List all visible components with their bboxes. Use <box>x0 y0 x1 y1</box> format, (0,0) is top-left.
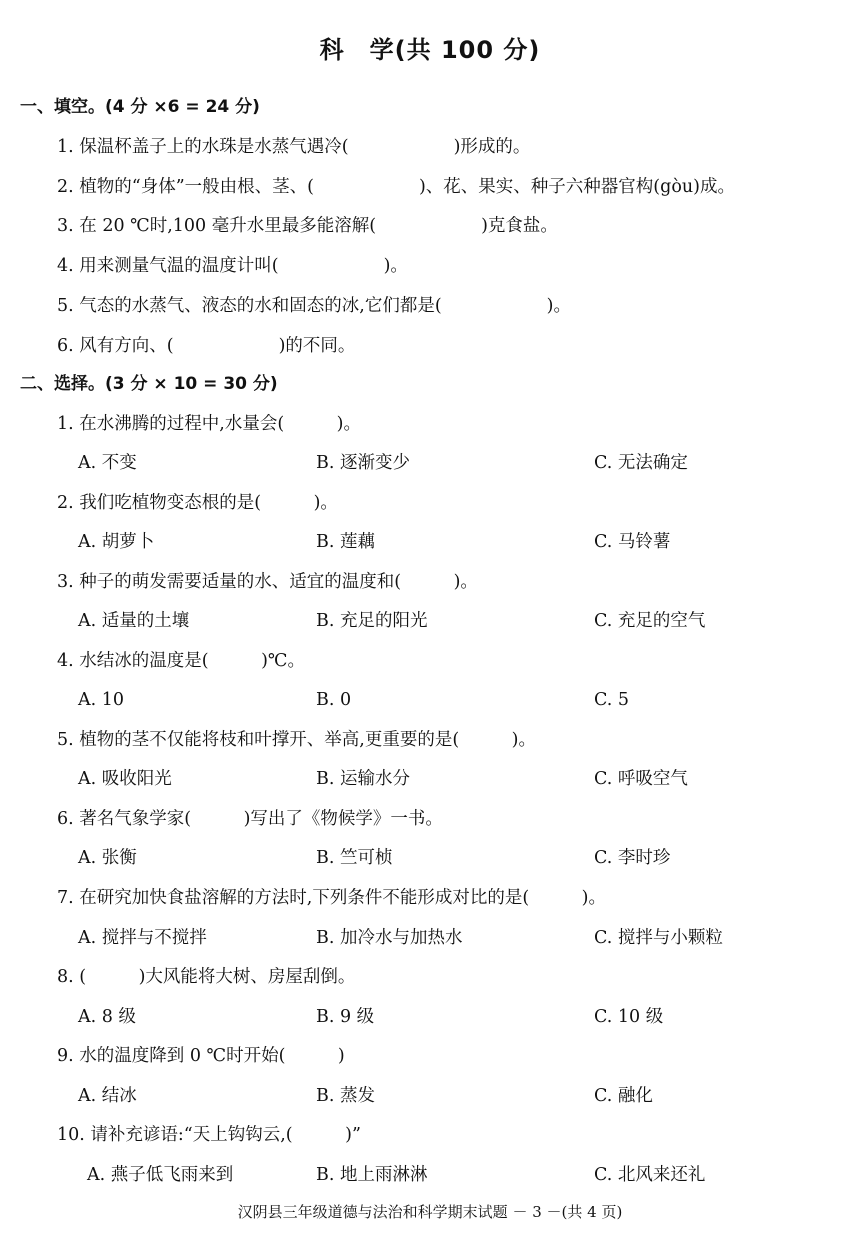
choice-2-option-c: C. 马铃薯 <box>594 532 671 552</box>
choice-question-7: 7. 在研究加快食盐溶解的方法时,下列条件不能形成对比的是( )。 <box>57 888 606 908</box>
choice-9-option-a: A. 结冰 <box>78 1086 137 1106</box>
choice-7-option-b: B. 加冷水与加热水 <box>316 928 463 948</box>
section-heading-multiple-choice: 二、选择。(3 分 × 10 = 30 分) <box>20 374 278 394</box>
choice-10-option-a: A. 燕子低飞雨来到 <box>87 1165 234 1185</box>
page-title: 科 学(共 100 分) <box>319 36 541 64</box>
choice-question-1: 1. 在水沸腾的过程中,水量会( )。 <box>57 414 361 434</box>
choice-1-option-a: A. 不变 <box>78 453 137 473</box>
choice-question-2: 2. 我们吃植物变态根的是( )。 <box>57 493 338 513</box>
fill-question-6: 6. 风有方向、( )的不同。 <box>57 336 356 356</box>
choice-5-option-c: C. 呼吸空气 <box>594 769 688 789</box>
choice-2-option-a: A. 胡萝卜 <box>78 532 155 552</box>
choice-7-option-a: A. 搅拌与不搅拌 <box>78 928 207 948</box>
choice-10-option-c: C. 北风来还礼 <box>594 1165 706 1185</box>
choice-3-option-b: B. 充足的阳光 <box>316 611 428 631</box>
choice-question-6: 6. 著名气象学家( )写出了《物候学》一书。 <box>57 809 443 829</box>
choice-8-option-b: B. 9 级 <box>316 1007 375 1027</box>
choice-4-option-b: B. 0 <box>316 690 352 710</box>
choice-9-option-b: B. 蒸发 <box>316 1086 375 1106</box>
fill-question-3: 3. 在 20 ℃时,100 毫升水里最多能溶解( )克食盐。 <box>57 216 558 236</box>
fill-question-1: 1. 保温杯盖子上的水珠是水蒸气遇冷( )形成的。 <box>57 137 531 157</box>
fill-question-4: 4. 用来测量气温的温度计叫( )。 <box>57 256 408 276</box>
choice-6-option-b: B. 竺可桢 <box>316 848 393 868</box>
choice-question-3: 3. 种子的萌发需要适量的水、适宜的温度和( )。 <box>57 572 478 592</box>
choice-8-option-a: A. 8 级 <box>78 1007 136 1027</box>
choice-1-option-c: C. 无法确定 <box>594 453 688 473</box>
choice-8-option-c: C. 10 级 <box>594 1007 664 1027</box>
choice-question-10: 10. 请补充谚语:“天上钩钩云,( )” <box>57 1125 361 1145</box>
choice-5-option-a: A. 吸收阳光 <box>78 769 172 789</box>
choice-question-9: 9. 水的温度降到 0 ℃时开始( ) <box>57 1046 345 1066</box>
choice-1-option-b: B. 逐渐变少 <box>316 453 410 473</box>
choice-question-8: 8. ( )大风能将大树、房屋刮倒。 <box>57 967 356 987</box>
choice-2-option-b: B. 莲藕 <box>316 532 375 552</box>
choice-question-4: 4. 水结冰的温度是( )℃。 <box>57 651 305 671</box>
choice-6-option-a: A. 张衡 <box>78 848 137 868</box>
fill-question-5: 5. 气态的水蒸气、液态的水和固态的冰,它们都是( )。 <box>57 296 571 316</box>
choice-4-option-c: C. 5 <box>594 690 630 710</box>
fill-question-2: 2. 植物的“身体”一般由根、茎、( )、花、果实、种子六种器官构(gòu)成。 <box>57 177 735 197</box>
choice-9-option-c: C. 融化 <box>594 1086 653 1106</box>
section-heading-fill-in: 一、填空。(4 分 ×6 = 24 分) <box>20 97 260 117</box>
choice-4-option-a: A. 10 <box>78 690 125 710</box>
choice-10-option-b: B. 地上雨淋淋 <box>316 1165 428 1185</box>
choice-7-option-c: C. 搅拌与小颗粒 <box>594 928 723 948</box>
choice-6-option-c: C. 李时珍 <box>594 848 671 868</box>
choice-5-option-b: B. 运输水分 <box>316 769 410 789</box>
page-footer: 汉阴县三年级道德与法治和科学期末试题 － 3 －(共 4 页) <box>237 1203 623 1221</box>
choice-question-5: 5. 植物的茎不仅能将枝和叶撑开、举高,更重要的是( )。 <box>57 730 536 750</box>
choice-3-option-a: A. 适量的土壤 <box>78 611 190 631</box>
choice-3-option-c: C. 充足的空气 <box>594 611 706 631</box>
